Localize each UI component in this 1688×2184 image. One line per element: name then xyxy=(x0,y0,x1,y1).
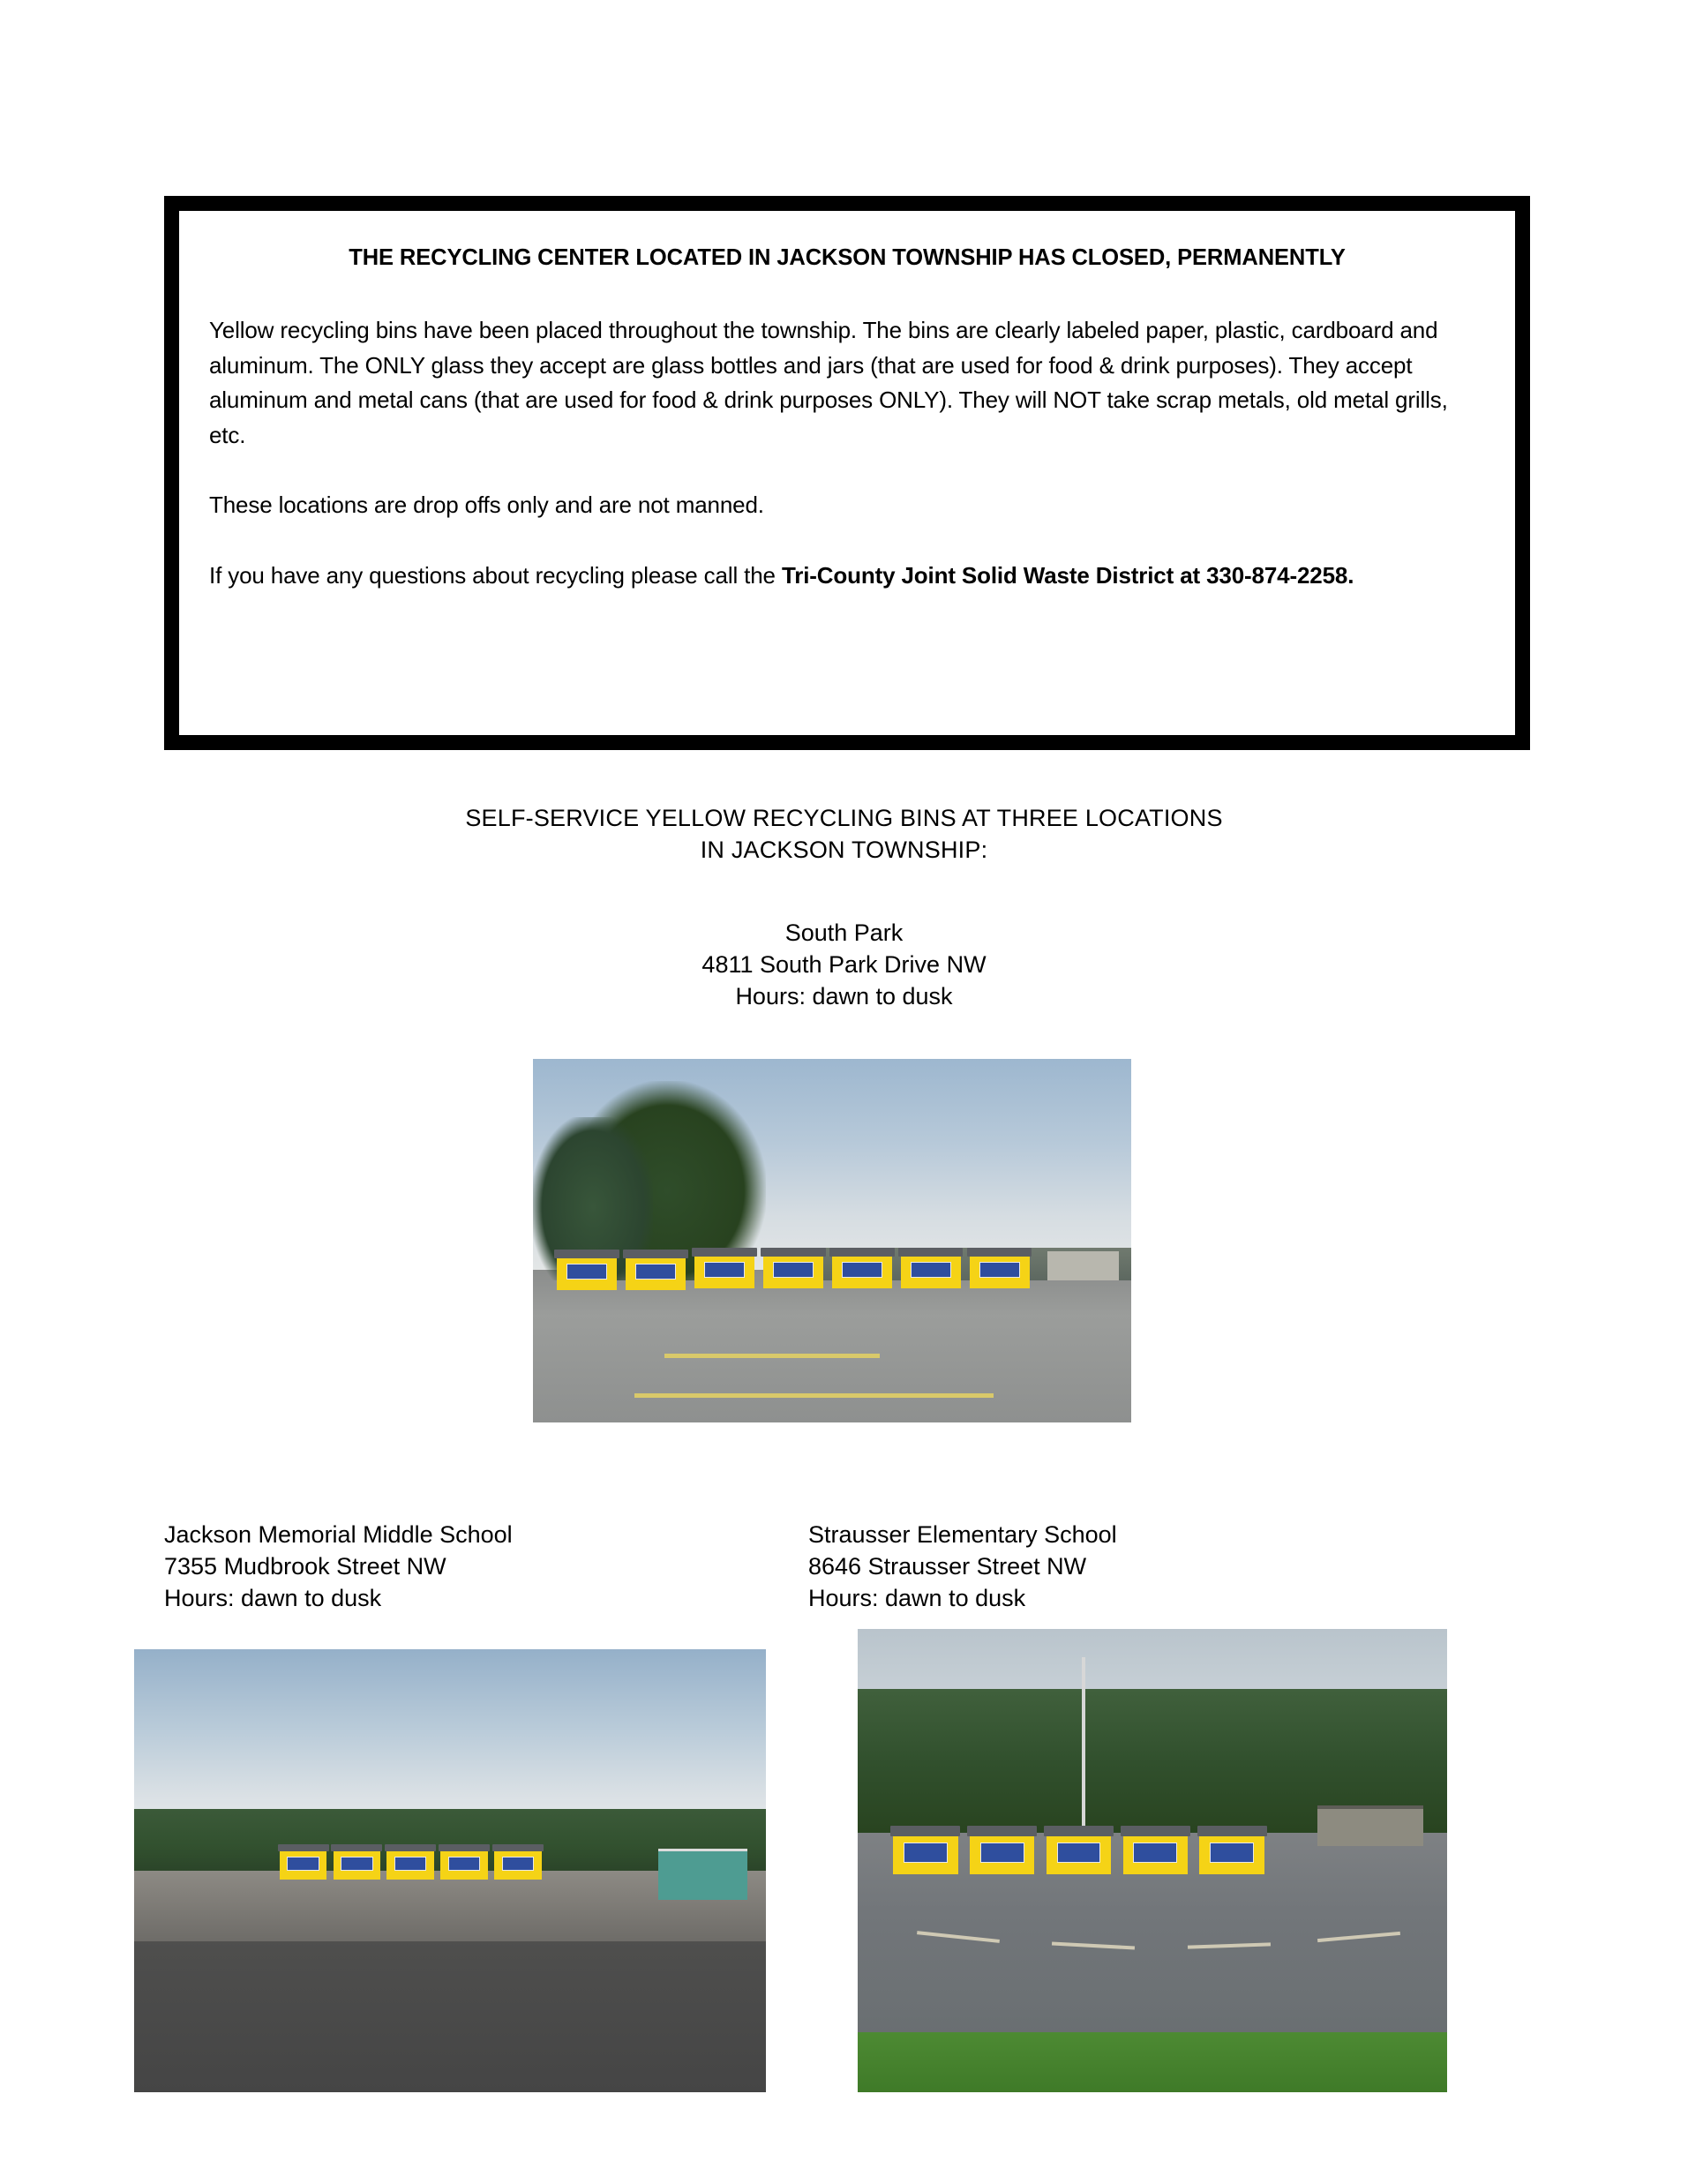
notice-box-inner xyxy=(176,208,1518,738)
notice-contact-bold: Tri-County Joint Solid Waste District at 330-874-2258. xyxy=(781,562,1354,589)
bin-placard xyxy=(502,1857,535,1872)
green-dumpster xyxy=(658,1849,746,1900)
bin-placard xyxy=(1210,1843,1254,1863)
location-name: Jackson Memorial Middle School xyxy=(164,1521,513,1548)
location-hours: Hours: dawn to dusk xyxy=(735,982,953,1009)
bin-lid xyxy=(278,1844,329,1852)
location-hours: Hours: dawn to dusk xyxy=(808,1584,1026,1611)
recycling-bin xyxy=(1199,1833,1264,1874)
bin-lid xyxy=(492,1844,544,1852)
bin-lid xyxy=(385,1844,436,1852)
bin-lid xyxy=(331,1844,382,1852)
recycling-bin xyxy=(280,1849,327,1880)
location-south-park xyxy=(0,918,1688,1013)
location-jackson-memorial-middle-school xyxy=(164,1520,513,1615)
bin-placard xyxy=(773,1262,814,1279)
notice-paragraph-2: These locations are drop offs only and are not manned. xyxy=(209,492,764,519)
bin-lid xyxy=(623,1250,687,1258)
recycling-bin xyxy=(1123,1833,1188,1874)
distant-building xyxy=(1047,1251,1119,1280)
bin-lid xyxy=(890,1826,960,1836)
recycling-bin xyxy=(440,1849,488,1880)
photo-south-park xyxy=(533,1059,1131,1422)
locations-heading-line-2: IN JACKSON TOWNSHIP: xyxy=(700,836,988,863)
bin-lid xyxy=(829,1248,894,1257)
grass xyxy=(858,2032,1447,2092)
photo-jackson-memorial-middle-school xyxy=(134,1649,766,2092)
location-strausser-elementary-school xyxy=(808,1520,1117,1615)
bin-placard xyxy=(980,1843,1024,1863)
recycling-bin xyxy=(893,1833,957,1874)
lot-line xyxy=(634,1393,994,1398)
bin-placard xyxy=(1133,1843,1177,1863)
location-name: South Park xyxy=(784,919,904,946)
bin-placard xyxy=(911,1262,951,1279)
bin-placard xyxy=(1057,1843,1101,1863)
notice-title: THE RECYCLING CENTER LOCATED IN JACKSON TOWNSHIP HAS CLOSED, PERMANENTLY xyxy=(349,245,1346,270)
bin-lid xyxy=(761,1248,825,1257)
recycling-bin xyxy=(763,1253,823,1287)
park-shelter xyxy=(1317,1805,1423,1846)
light-pole xyxy=(1082,1657,1085,1852)
parking-lot xyxy=(533,1270,1131,1422)
recycling-bin xyxy=(901,1253,961,1287)
bin-lid xyxy=(1121,1826,1190,1836)
bin-placard xyxy=(448,1857,481,1872)
sky xyxy=(134,1649,766,1827)
photo-strausser-elementary-school xyxy=(858,1629,1447,2092)
location-name: Strausser Elementary School xyxy=(808,1521,1117,1548)
bin-lid xyxy=(554,1250,619,1258)
bin-lid xyxy=(1197,1826,1267,1836)
notice-paragraph-1: Yellow recycling bins have been placed throughout the township. The bins are clearly labeled paper, plastic, cardboard and aluminum. The ONLY glass they accept are glass bottles and jars (that are used for food & drink purposes). They accept aluminum and metal cans (that are used for food & drink purposes ONLY). They will NOT take scrap metals, old metal grills, etc. xyxy=(209,317,1448,448)
bin-lid xyxy=(967,1826,1037,1836)
bin-lid xyxy=(692,1248,756,1257)
bin-lid xyxy=(898,1248,963,1257)
recycling-bin xyxy=(832,1253,892,1287)
location-address: 7355 Mudbrook Street NW xyxy=(164,1552,446,1580)
location-address: 4811 South Park Drive NW xyxy=(701,950,987,978)
notice-paragraph-3 xyxy=(209,559,1485,594)
recycling-bin xyxy=(694,1253,754,1287)
recycling-bin xyxy=(334,1849,381,1880)
bin-placard xyxy=(842,1262,882,1279)
lot-line xyxy=(664,1354,880,1358)
recycling-bin xyxy=(970,1833,1034,1874)
location-hours: Hours: dawn to dusk xyxy=(164,1584,382,1611)
notice-paragraph-3-lead: If you have any questions about recycling please call the xyxy=(209,562,782,589)
bin-placard xyxy=(287,1857,319,1872)
recycling-bin xyxy=(494,1849,542,1880)
bin-placard xyxy=(394,1857,427,1872)
bin-lid xyxy=(967,1248,1032,1257)
bin-lid xyxy=(439,1844,490,1852)
notice-box xyxy=(164,196,1530,750)
bin-lid xyxy=(1044,1826,1114,1836)
recycling-bin xyxy=(557,1255,617,1289)
recycling-bin xyxy=(626,1255,686,1289)
bin-placard xyxy=(904,1843,948,1863)
recycling-bin xyxy=(386,1849,434,1880)
bin-placard xyxy=(566,1264,607,1280)
locations-heading-line-1: SELF-SERVICE YELLOW RECYCLING BINS AT THREE LOCATIONS xyxy=(465,805,1223,831)
recycling-bin xyxy=(970,1253,1030,1287)
recycling-bin xyxy=(1047,1833,1111,1874)
locations-heading xyxy=(0,803,1688,866)
bin-placard xyxy=(635,1264,676,1280)
bin-placard xyxy=(704,1262,745,1279)
bin-placard xyxy=(979,1262,1020,1279)
location-address: 8646 Strausser Street NW xyxy=(808,1552,1087,1580)
bin-placard xyxy=(341,1857,373,1872)
